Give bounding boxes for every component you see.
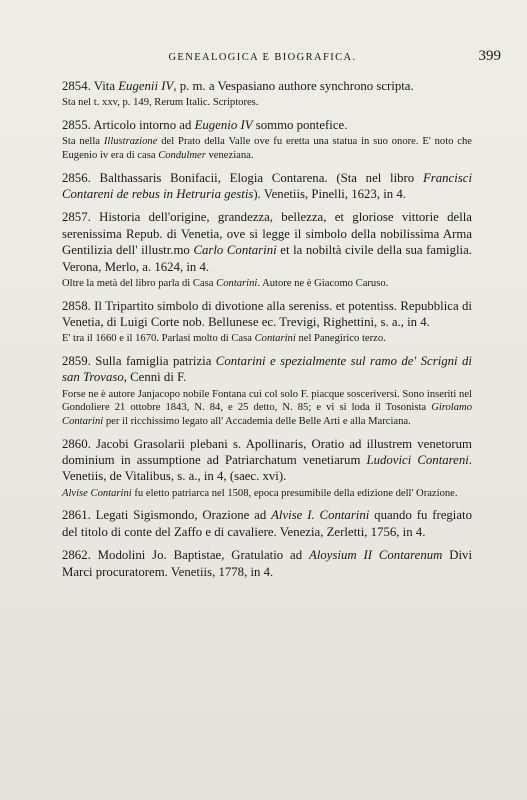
entry-number: 2856.: [62, 170, 100, 185]
italic-title: Condulmer: [158, 150, 206, 161]
catalog-entry: [62, 507, 472, 540]
entry-text: 2860. Jacobi Grasolarii plebani s. Apollinaris, Oratio ad illustrem venetorum dominium in assumptione ad Patriarchatum venetiarum Ludovici Contareni. Venetiis, de Vitalibus, s. a., in 4, (saec. xvi).: [62, 436, 472, 484]
entry-number: 2855.: [62, 118, 94, 132]
italic-title: Illustrazione: [103, 136, 158, 148]
entry-note: Alvise Contarini fu eletto patriarca nel 1508, epoca presumibile della edizione dell' Orazione.: [62, 487, 458, 499]
italic-title: Contarini: [216, 278, 258, 290]
entry-number: 2861.: [62, 508, 96, 523]
page-header: [62, 48, 503, 68]
entry-number: 2854.: [62, 79, 94, 93]
italic-title: Eugenio IV: [194, 118, 253, 132]
entry-number: 2862.: [62, 548, 98, 563]
page-number: 399: [478, 48, 501, 64]
italic-title: Aloysium II Contarenum: [309, 548, 443, 563]
entry-text: 2854. Vita Eugenii IV, p. m. a Vespasiano authore synchrono scripta.: [62, 79, 414, 93]
entry-note: Sta nel t. xxv, p. 149, Rerum Italic. Scriptores.: [62, 97, 259, 109]
entry-number: 2857.: [62, 210, 100, 225]
entry-text: 2855. Articolo intorno ad Eugenio IV sommo pontefice.: [62, 118, 348, 132]
entry-number: 2860.: [62, 436, 96, 451]
italic-title: Francisci Contareni de rebus in Hetruria gestis: [62, 170, 472, 201]
italic-title: Alvise Contarini: [62, 487, 132, 499]
entry-note: Sta nella Illustrazione del Prato della Valle ove fu eretta una statua in suo onore. E' noto che Eugenio iv era di casa Condulmer veneziana.: [62, 136, 473, 161]
entry-note: Forse ne è autore Janjacopo nobile Fontana cui col solo F. piacque sosceriversi. Sono inseriti nel Gondoliere 21 ottobre 1843, N. 84, e 25 detto, N. 85; e vi si loda il Tosonista Girolamo Contarini per il ricchissimo legato all' Accademia delle Belle Arti e alla Marciana.: [62, 388, 472, 428]
italic-title: Alvise I. Contarini: [271, 508, 370, 523]
running-head: GENEALOGICA E BIOGRAFICA.: [168, 52, 357, 63]
entry-text: 2859. Sulla famiglia patrizia Contarini e spezialmente sul ramo de' Scrigni di san Trovaso, Cenni di F.: [62, 354, 472, 385]
italic-title: Girolamo Contarini: [62, 402, 472, 428]
italic-title: Contarini: [254, 333, 296, 345]
catalog-entry: [62, 117, 472, 163]
catalog-entry: [62, 170, 472, 203]
entry-text: 2858. Il Tripartito simbolo di divotione alla sereniss. et potentiss. Repubblica di Venetia, di Luigi Corte nob. Bellunese ec. Trevigi, Righettini, s. a., in 4.: [62, 298, 472, 330]
catalog-entry: [62, 209, 472, 290]
entry-number: 2859.: [62, 354, 96, 369]
entry-note: E' tra il 1660 e il 1670. Parlasi molto di Casa Contarini nel Panegirico terzo.: [62, 333, 386, 345]
catalog-entry: [62, 547, 472, 580]
italic-title: Carlo Contarini: [193, 243, 277, 258]
entry-text: 2857. Historia dell'origine, grandezza, bellezza, et gloriose vittorie della serenissima Repub. di Venetia, ove si legge il simbolo della nobilissima Arma Gentilizia dell' illustr.mo Carlo Contarini et la nobiltà civile della sua famiglia. Verona, Merlo, a. 1624, in 4.: [62, 210, 472, 274]
catalog-entry: [62, 298, 472, 346]
entry-text: 2862. Modolini Jo. Baptistae, Gratulatio ad Aloysium II Contarenum Divi Marci procuratorem. Venetiis, 1778, in 4.: [62, 548, 473, 579]
page-body: [62, 78, 472, 580]
entry-text: 2856. Balthassaris Bonifacii, Elogia Contarena. (Sta nel libro Francisci Contareni de rebus in Hetruria gestis). Venetiis, Pinelli, 1623, in 4.: [62, 170, 472, 201]
catalog-entry: [62, 78, 472, 110]
italic-title: Eugenii IV: [118, 79, 174, 93]
entry-text: 2861. Legati Sigismondo, Orazione ad Alvise I. Contarini quando fu fregiato del titolo di conte del Zaffo e di cavaliere. Venezia, Zerletti, 1756, in 4.: [62, 508, 472, 539]
entry-note: Oltre la metà del libro parla di Casa Contarini. Autore ne è Giacomo Caruso.: [62, 278, 389, 290]
entry-number: 2858.: [62, 298, 95, 313]
italic-title: Ludovici Contareni: [366, 453, 469, 468]
catalog-entry: [62, 436, 472, 501]
italic-title: Contarini e spezialmente sul ramo de' Scrigni di san Trovaso: [62, 354, 472, 385]
catalog-entry: [62, 353, 472, 429]
